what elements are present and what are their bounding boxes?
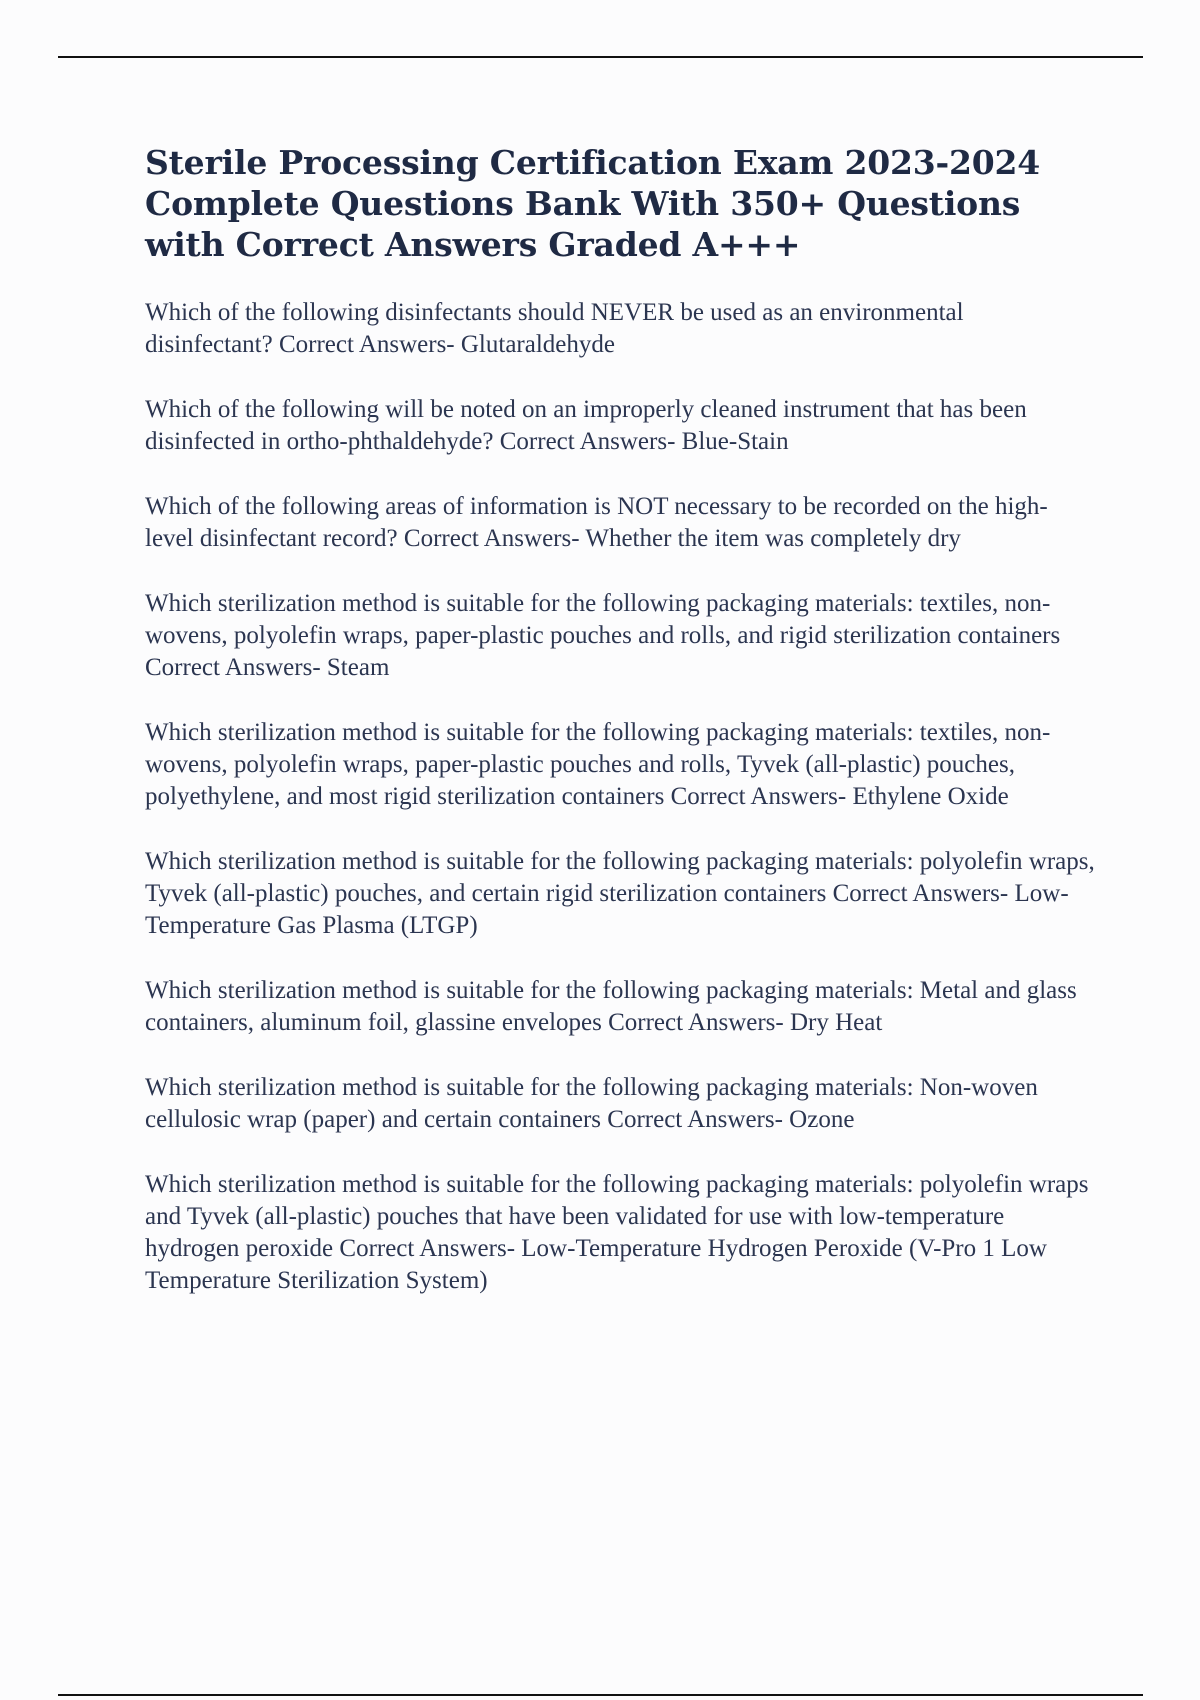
answer-text: Correct Answers- Steam [145, 654, 390, 681]
question-text: Which sterilization method is suitable for the following packaging materials: polyolefin wraps and Tyvek (all-plastic) pouches that have been validated for use with low-temperature hydrogen peroxide [145, 1171, 1089, 1262]
qa-list [145, 297, 1095, 1297]
question-text: Which sterilization method is suitable for the following packaging materials: Metal and glass containers, aluminum foil, glassine envelopes [145, 977, 1077, 1036]
qa-item [145, 1169, 1095, 1297]
question-text: Which sterilization method is suitable for the following packaging materials: Non-woven cellulosic wrap (paper) and certain containers [145, 1074, 1038, 1133]
qa-item [145, 846, 1095, 942]
question-text: Which of the following will be noted on an improperly cleaned instrument that has been disinfected in ortho-phthaldehyde? [145, 396, 1027, 455]
document-title: Sterile Processing Certification Exam 2023-2024 Complete Questions Bank With 350+ Questions with Correct Answers Graded A+++ [145, 143, 1041, 264]
qa-item [145, 297, 1095, 361]
qa-item [145, 491, 1095, 555]
question-text: Which of the following disinfectants should NEVER be used as an environmental disinfectant? [145, 299, 964, 358]
question-text: Which of the following areas of information is NOT necessary to be recorded on the high-level disinfectant record? [145, 493, 1048, 552]
qa-item [145, 588, 1095, 684]
answer-text: Correct Answers- Glutaraldehyde [278, 331, 615, 358]
document-body [145, 142, 1095, 1330]
answer-text: Correct Answers- Ethylene Oxide [670, 783, 1009, 810]
answer-text: Correct Answers- Blue-Stain [499, 428, 789, 455]
answer-text: Correct Answers- Whether the item was completely dry [403, 525, 961, 552]
qa-item [145, 975, 1095, 1039]
answer-text: Correct Answers- Low-Temperature Hydrogen Peroxide (V-Pro 1 Low Temperature Sterilization System) [145, 1235, 1047, 1294]
header-rule [58, 56, 1143, 58]
question-text: Which sterilization method is suitable for the following packaging materials: textiles, non-wovens, polyolefin wraps, paper-plastic pouches and rolls, Tyvek (all-plastic) pouches, polyethylene, and most rigid sterilization containers [145, 719, 1051, 810]
answer-text: Correct Answers- Low-Temperature Gas Plasma (LTGP) [145, 880, 1069, 939]
answer-text: Correct Answers- Dry Heat [608, 1009, 883, 1036]
footer-rule [58, 1694, 1143, 1696]
qa-item [145, 717, 1095, 813]
question-text: Which sterilization method is suitable for the following packaging materials: polyolefin wraps, Tyvek (all-plastic) pouches, and certain rigid sterilization containers [145, 848, 1095, 907]
qa-item [145, 1072, 1095, 1136]
question-text: Which sterilization method is suitable for the following packaging materials: textiles, non-wovens, polyolefin wraps, paper-plastic pouches and rolls, and rigid sterilization containers [145, 590, 1061, 649]
answer-text: Correct Answers- Ozone [607, 1106, 855, 1133]
qa-item [145, 394, 1095, 458]
